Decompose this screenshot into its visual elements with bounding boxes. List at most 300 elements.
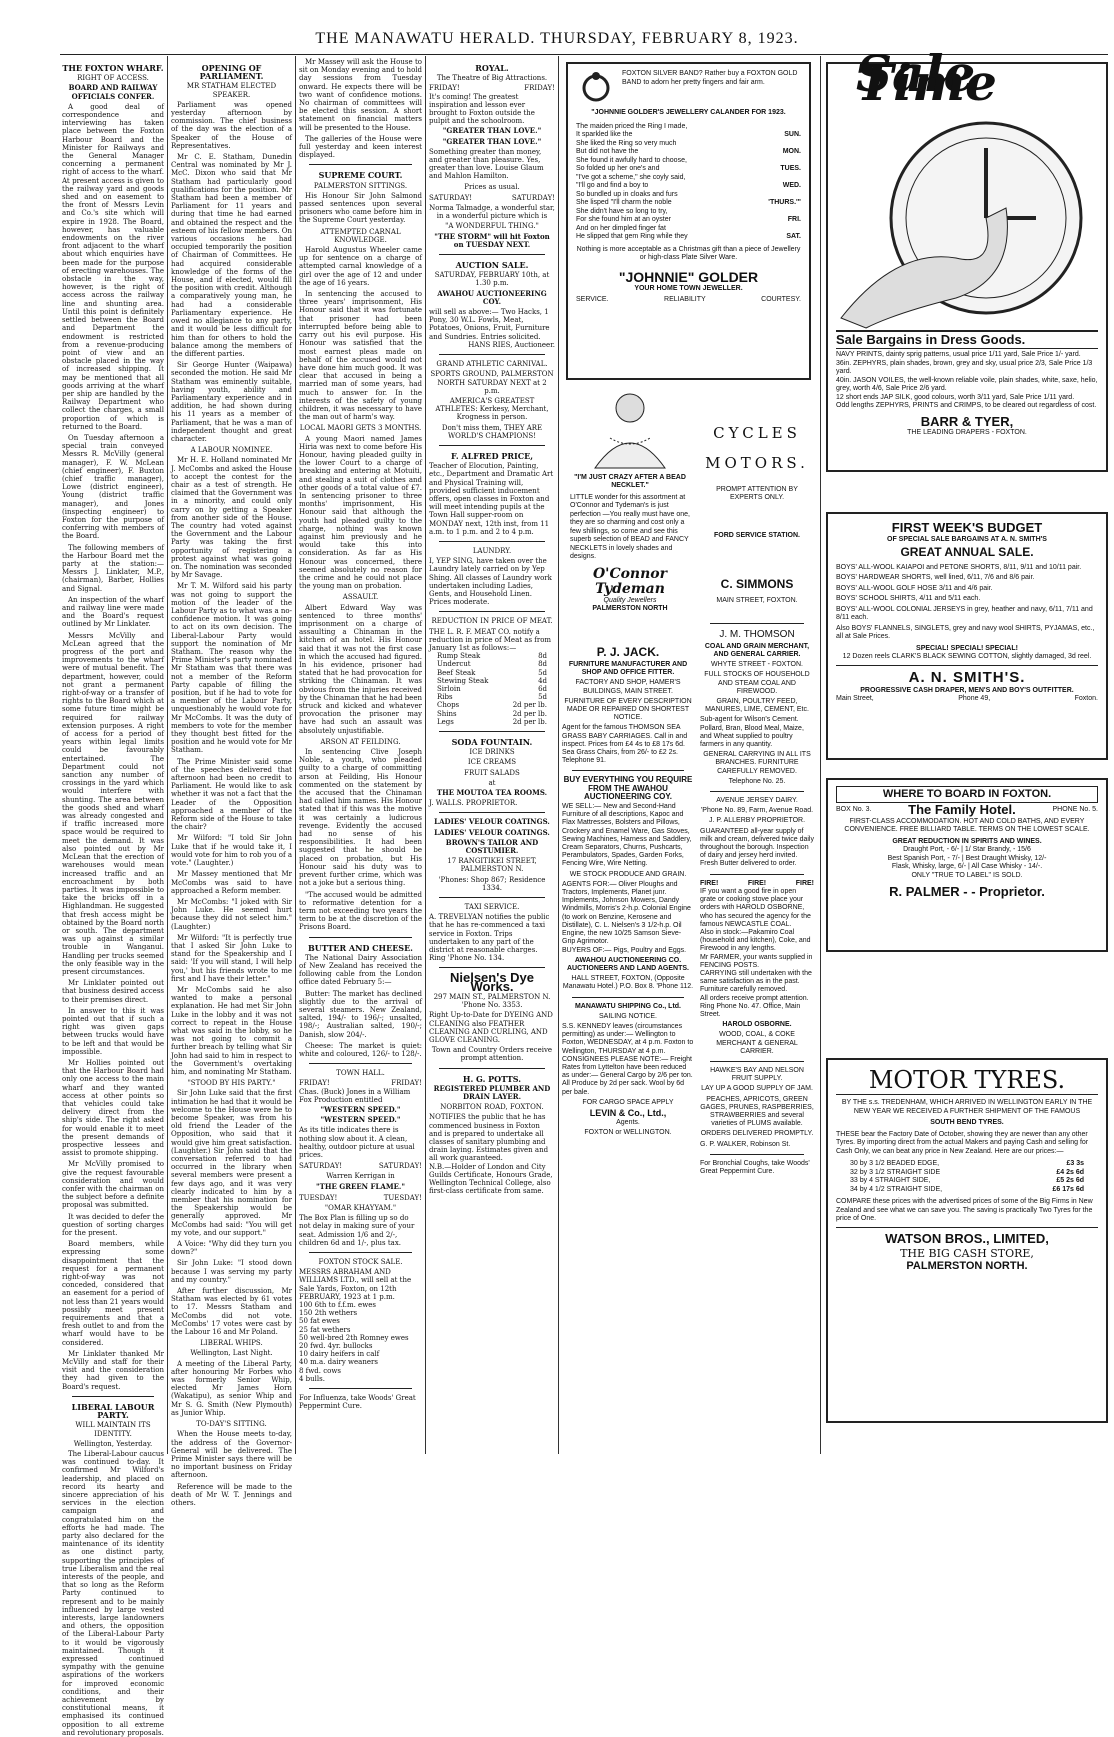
subhead: ATTEMPTED CARNAL KNOWLEDGE. <box>320 227 401 244</box>
ad-text: GRAIN, POULTRY FEED, MANURES, LIME, CEMENT, Etc. <box>705 698 809 714</box>
ad-text: J. WALLS. PROPRIETOR. <box>429 799 518 808</box>
tyre-size: 33 by 4 STRAIGHT SIDE, <box>850 1177 931 1184</box>
divider <box>439 897 545 898</box>
ad-oconnor-tydeman <box>566 384 694 634</box>
ad-text: FOXTON or WELLINGTON. <box>584 1129 672 1137</box>
divider <box>439 611 545 612</box>
ad-text: FURNITURE OF EVERY DESCRIPTION MADE OR REPAIRED ON SHORTEST NOTICE. <box>564 697 692 722</box>
stock-item: 8 fwd. cows <box>299 1366 341 1375</box>
tyre-price: £5 2s 6d <box>1056 1177 1084 1184</box>
ad-text: Phone 49, <box>958 695 991 702</box>
divider <box>439 254 545 255</box>
ad-text: PALMERSTON NORTH. <box>906 1259 1028 1272</box>
ad-text: As its title indicates there is nothing slow about it. A clean, healthy, outdoor picture at usual prices. <box>299 1126 415 1159</box>
golder-title: "JOHNNIE GOLDER'S JEWELLERY CALANDER FOR 1923. <box>591 109 786 116</box>
day-label: SATURDAY! <box>429 193 473 202</box>
paragraph: Mr Wilford: "It is perfectly true that I asked Sir John Luke to stand for the Speakership and I said: 'If you will stand, I will help you,' but his friends wrote to me first and I have their letter." <box>171 933 292 983</box>
ad-text: SOUTH BEND TYRES. <box>930 1119 1004 1126</box>
ad-text: For Bronchial Coughs, take Woods' Great Peppermint Cure. <box>700 1159 810 1175</box>
ad-text: Also in stock:—Pakamiro Coal (household and kitchen), Coke, and Firewood in any lengths. <box>700 928 811 953</box>
column-3 <box>299 58 422 1453</box>
day-label: SATURDAY! <box>299 1162 343 1171</box>
paragraph: The following members of the Harbour Board met the party at the station:—Messrs J. Linklater, M.P., (chairman), Barber, Hollies and Signal. <box>62 543 164 593</box>
subhead: TO-DAY'S SITTING. <box>196 1420 267 1429</box>
ad-headline: Sale Bargains in Dress Goods. <box>836 330 1098 349</box>
ring-icon <box>576 70 616 104</box>
bargain-item: Also BOYS' FLANNELS, SINGLETS, grey and navy wool SHIRTS, PYJAMAS, etc., all at Sale Prices. <box>836 624 1095 640</box>
divider <box>710 874 804 875</box>
meat-row <box>429 685 555 693</box>
meat-price: 8d <box>538 652 547 661</box>
divider <box>309 1063 412 1064</box>
subhead: LOCAL MAORI GETS 3 MONTHS. <box>299 424 422 433</box>
ad-headline: MOTOR TYRES. <box>836 1066 1098 1095</box>
poem-text: She lisped "I'll charm the noble <box>576 199 672 206</box>
fire-row <box>700 880 814 888</box>
ad-text: THE MOUTOA TEA ROOMS. <box>436 788 548 798</box>
divider <box>309 937 412 938</box>
bargain-item: BOYS' ALL-WOOL COLONIAL JERSEYS in grey, heather and navy, 6/11, 7/11 and 8/11 each. <box>836 605 1093 621</box>
meat-price: 8d <box>538 660 547 669</box>
wine-row: Best Spanish Port, - 7/- | Best Draught Whisky, 12/- <box>887 854 1047 862</box>
paragraph: Mr C. E. Statham, Dunedin Central was nominated by Mr J. McC. Dixon who said that Mr Statham had particularly good qualifications for the position. Mr Statham had been a member of Parliament for 11 years and during that time he had earned and obtained the respect and the esteem of his fellow members. On various occasions he had occupied temporarily the position of Chairman of Committees. He had acquired considerable knowledge of the forms of the House, and if elected, would fill the position with credit. Although a comparatively young man, he had had a considerable Parliamentary experience. He owed no allegiance to any party, and it would be less difficult for him than for others to hold the balance among the members of the different parties. <box>171 153 292 358</box>
ad-text: BUYERS OF:— Pigs, Poultry and Eggs. <box>562 946 687 954</box>
ad-text: For Influenza, take Woods' Great Peppermint Cure. <box>299 1394 416 1411</box>
ad-text: THESE bear the Factory Date of October, showing they are newer than any other Tyres. By importing direct from the actual Makers and paying Cash and selling for Cash Only, we can beat any price in New Zealand. Here are our prices:— <box>836 1130 1089 1155</box>
poem-text: The maiden priced the Ring I made, <box>576 122 688 130</box>
paragraph: Board members, while expressing some disappointment that the request for a permanent right-of-way was not conceded, considered that an easement for a period of not less than 21 years would possibly meet present requirements and that a fresh outlet to and from the wharf would have to be considered. <box>62 1240 164 1347</box>
ad-text: YOUR HOME TOWN JEWELLER. <box>634 284 743 292</box>
day-label: FRIDAY! <box>524 84 555 93</box>
ad-barr-tyer-name: BARR & TYER, <box>920 413 1014 429</box>
meat-name: Shins <box>437 709 457 718</box>
ad-text: THE BIG CASH STORE, <box>900 1246 1034 1260</box>
oconnor-logo: O'Connor Tydeman <box>592 565 668 597</box>
subhead: WILL MAINTAIN ITS IDENTITY. <box>75 1421 151 1438</box>
ad-text: S.S. KENNEDY leaves (circumstances permitting) as under:— Wellington to Foxton, WEDNESDAY, at 4 p.m. Foxton to Wellington, THURSDAY at 4 p.m. <box>562 1022 694 1055</box>
divider <box>836 1227 1098 1228</box>
ad-text: COURTESY. <box>761 296 801 303</box>
ad-simmons: C. SIMMONS <box>720 576 794 591</box>
ad-text: FRUIT SALADS <box>464 768 520 777</box>
poem-line <box>576 199 801 208</box>
column-4 <box>429 58 555 1453</box>
meat-row <box>429 652 555 660</box>
ad-thomson: J. M. THOMSON <box>719 628 795 640</box>
ad-headline: "I'M JUST CRAZY AFTER A BEAD NECKLET." <box>574 473 686 489</box>
ad-osborne: HAROLD OSBORNE. <box>722 1021 792 1029</box>
tyre-size: 34 by 4 1/2 STRAIGHT SIDE, <box>850 1185 943 1193</box>
meat-row <box>429 677 555 685</box>
divider <box>439 812 545 813</box>
meat-name: Undercut <box>437 660 471 669</box>
meat-price-list <box>429 652 555 726</box>
paragraph: In answer to this it was pointed out that if such a right was given gaps between trucks would have to be left and that would be impossible. <box>62 1006 164 1056</box>
poem-text: She liked the Ring so very much <box>576 139 677 147</box>
ad-text: WE SELL:— New and Second-Hand Furniture of all descriptions, Kapoc and Flax Mattresses, Bolsters and Pillows, Crockery and Enamel Ware, Gas Stoves, Sewing Machines, Harness and Saddlery, Cream Separators, Churns, Pushcarts, Perambulators, Spades, Garden Forks, Fencing Wire, Wire Netting. <box>562 803 692 868</box>
poem-line <box>576 174 801 183</box>
ad-text: MESSRS ABRAHAM AND WILLIAMS LTD., will sell at the Sale Yards, Foxton, on 12th FEBRUARY, 1923 at 1 p.m. <box>299 1268 412 1301</box>
ad-watson-bros: WATSON BROS., LIMITED, <box>885 1230 1049 1246</box>
hotel-name: The Family Hotel. <box>908 802 1016 817</box>
ad-barr-tyer <box>826 44 1108 472</box>
poem-day: SAT. <box>786 233 801 240</box>
paragraph: Mr Wilford: "I told Sir John Luke that if he would take it, I would vote for him to rob you of a vote." (Laughter.) <box>171 834 292 868</box>
meat-name: Chops <box>437 701 460 710</box>
ad-text: THE LEADING DRAPERS - FOXTON. <box>907 428 1027 436</box>
ad-text: HALL STREET, FOXTON, (Opposite Manawatu Hotel.) P.O. Box 8. 'Phone 112. <box>562 975 694 991</box>
paragraph: Mr Linklater thanked Mr McVilly and staff for their visit and the consideration they had given to the Board's request. <box>62 1349 164 1391</box>
ad-soda-fountain: SODA FOUNTAIN. <box>451 737 533 748</box>
paragraph: Cheese: The market is quiet: white and coloured, 126/- to 128/-. <box>299 1041 422 1058</box>
stock-item: 50 well-bred 2th Romney ewes <box>299 1333 409 1342</box>
ad-text: 'Phone No. 89, Farm, Avenue Road. <box>700 807 814 815</box>
day-label: FRIDAY! <box>429 84 460 93</box>
paragraph: Mr T. M. Wilford said his party was not going to support the motion of the leader of the Labour Party as to what was a no-confidence motion. It was going to act on its own decision. The Liberal-Labour Party would support the nomination of Mr Statham. The reason why the Prime Minister's party nominated Mr Statham was that there was not a member of the Reform Party capable of filling the position, but if he had to vote for a member of the Labour Party, unquestionably he would vote for Mr McCombs. It was the duty of members to vote for the member they thought best fitted for the position and he would vote for Mr Statham. <box>171 582 292 755</box>
ad-nielsens: Nielsen's Dye Works. <box>449 970 535 994</box>
column-6 <box>700 384 814 1454</box>
ad-text: Quality Jewellers <box>603 596 657 604</box>
column-2 <box>171 58 292 1507</box>
poem-line <box>576 216 801 225</box>
headline-butter-cheese: BUTTER AND CHEESE. <box>308 942 413 953</box>
paragraph: Mr H. E. Holland nominated Mr J. McCombs and asked the House to accept the contest for the chair as a test of strength. He claimed that the Government was in a minority, and could only carry on by getting a Speaker from another side of the House. The country had voted against the Government and the Labour Party was taking the first opportunity of registering a protest against what was going on. The nomination was seconded by Mr Savage. <box>171 456 292 580</box>
ad-potts: H. G. POTTS. <box>462 1073 522 1084</box>
bargain-item: BOYS' HARDWEAR SHORTS, well lined, 6/11, 7/6 and 8/6 pair. <box>836 574 1035 581</box>
paragraph: Sir John Luke said that the first intimation he had that it would be welcome to the House were he to become Speaker, was from his old friend the Leader of the Opposition, who said that it would give him great satisfaction. (Laughter.) Sir John said that the conversation referred to had occurred in the library when several members were present a few days ago, and it was very clearly indicated to him by a member that his nomination for the Speakership would be generally approved. Mr McCombs had said: "You will get my vote, and our support." <box>171 1089 292 1237</box>
ad-text: Something greater than money, and greater than pleasure. Yes, greater than love. Louise Glaum and Mahlon Hamilton. <box>429 147 544 181</box>
meat-name: Legs <box>437 717 454 726</box>
column-rule <box>558 56 559 1454</box>
ad-text: AWAHOU AUCTIONEERING CO. AUCTIONEERS AND LAND AGENTS. <box>567 956 689 972</box>
subhead: TAXI SERVICE. <box>464 903 520 912</box>
subhead: PALMERSTON SITTINGS. <box>313 181 408 190</box>
bargain-item: BOYS' SCHOOL SHIRTS, 4/11 and 5/11 each. <box>836 595 981 602</box>
day-row <box>299 1162 422 1170</box>
ad-stock-sale: FOXTON STOCK SALE. <box>318 1258 403 1267</box>
ad-text: FIRST-CLASS ACCOMMODATION. HOT AND COLD BATHS, AND EVERY CONVENIENCE. FREE BILLIARD TABLE. TERMS ON THE LOWEST SCALE. <box>844 817 1090 833</box>
ad-text: All orders receive prompt attention. Ring Phone No. 47. Office, Main Street. <box>700 994 809 1018</box>
stock-item: 100 6th to f.f.m. ewes <box>299 1301 376 1310</box>
ad-fruit-supply: HAWKE'S BAY AND NELSON FRUIT SUPPLY. <box>710 1066 804 1083</box>
subhead: BOARD AND RAILWAY OFFICIALS CONFER. <box>68 83 158 101</box>
ad-text: NAVY PRINTS, dainty sprig patterns, usual price 1/11 yard, Sale Price 1/- yard. <box>836 351 1081 358</box>
ad-text: ICE CREAMS <box>467 758 517 767</box>
headline-liberal-labour: LIBERAL LABOUR PARTY. <box>71 1401 155 1421</box>
headline-supreme-court: SUPREME COURT. <box>318 170 403 181</box>
column-1 <box>62 58 164 1737</box>
poem-line <box>576 123 801 132</box>
ad-text: Norma Talmadge, a wonderful star, in a wonderful picture which is <box>429 204 555 221</box>
ad-text: Telephone No. 25. <box>728 777 786 785</box>
divider <box>439 541 545 542</box>
ad-text: NOTIFIES the public that he has commenced business in Foxton and is prepared to undertake all classes of sanitary plumbing and drain laying. Estimates given and all work guaranteed. <box>429 1113 549 1163</box>
headline-foxton-wharf: THE FOXTON WHARF. <box>62 63 164 73</box>
divider <box>72 1396 154 1397</box>
ad-text: BOX No. 3. <box>836 806 872 813</box>
ad-text: LADIES' VELOUR COATINGS. <box>434 827 550 837</box>
subhead: GRAND ATHLETIC CARNIVAL. <box>436 360 548 369</box>
poem-day: TUES. <box>780 165 801 172</box>
tyre-row <box>850 1186 1084 1195</box>
poem-day: FRI. <box>787 216 801 223</box>
ad-text: Main Street, <box>836 695 874 702</box>
headline-parliament: OPENING OF PARLIAMENT. <box>199 63 264 82</box>
day-row <box>299 1194 422 1202</box>
paragraph: It was decided to defer the question of sorting charges for the present. <box>62 1212 164 1238</box>
ad-text: PHONE No. 5. <box>1052 806 1098 813</box>
ad-text: FIRE! <box>747 879 767 887</box>
ad-text: HANS RIES, Auctioneer. <box>468 340 555 349</box>
stock-item: 40 m.a. dairy weaners <box>299 1358 378 1367</box>
ad-text: 12 short ends JAP SILK, good colours, worth 3/11 yard, Sale Price 1/11 yard. <box>836 393 1075 401</box>
tyre-price-list <box>850 1160 1084 1194</box>
ad-text: Sub-agent for Wilson's Cement. Pollard, Bran, Blood Meal, Maize, and Wheat supplied to poultry farmers in any quantity. <box>700 716 804 749</box>
column-5-lower <box>562 640 694 1450</box>
ad-text: LITTLE wonder for this assortment at O'Connor and Tydeman's is just perfection —You really must have one, they are so charming and cost only a few shillings, so come and see this superb selection of BEAD and FANCY NECKLETS in lovely shades and designs. <box>570 493 690 560</box>
ad-text: Don't miss them, THEY ARE WORLD'S CHAMPIONS! <box>441 423 543 440</box>
ad-text: "THE STORM" will hit Foxton on TUESDAY NEXT. <box>434 231 550 249</box>
ad-text: GENERAL CARRYING IN ALL ITS BRANCHES. FURNITURE CAREFULLY REMOVED. <box>703 751 811 775</box>
ad-text: THE L. R. F. MEAT CO. notify a reduction in price of Meat as from January 1st as follows:— <box>429 627 552 652</box>
ad-text: PEACHES, APRICOTS, GREEN GAGES, PRUNES, RASPBERRIES, STRAWBERRIES and several varieties of PLUMS available. <box>700 1095 814 1128</box>
poem-line <box>576 131 801 140</box>
column-rule <box>820 56 821 1454</box>
paragraph: A young Maori named James Hiria was next to come before His Honour, having pleaded guilty in the lower Court to a charge of breaking and entering at Motuiti, and stealing a suit of clothes and other goods of a total value of £7. In sentencing prisoner to three months' imprisonment, His Honour said that although the youth had pleaded guilty to the charge, nothing was known against him previously and he would take this into consideration. As far as His Honour was concerned, there seemed absolutely no reason for the crime and he could not place the young man on probation. <box>299 434 422 591</box>
bargain-item: BOYS' ALL-WOOL KAIAPOI and PETONE SHORTS, 8/11, 9/11 and 10/11 pair. <box>836 563 1082 571</box>
lady-illustration <box>570 388 688 470</box>
paragraph: Albert Edward Way was sentenced to three months' imprisonment on a charge of assaulting a Chinaman in the kitchen of an hotel. His Honour said that it was not the first case in which the accused had figured. In his evidence, prisoner had stated that he had provocation for striking the Chinaman. It was obvious from the injuries received by the Chinaman that he had been struck and kicked and whatever provocation the prisoner may have had such an assault was absolutely unjustifiable. <box>299 603 422 735</box>
ad-text: Prices as usual. <box>464 182 520 191</box>
meat-name: Beef Steak <box>437 668 476 677</box>
wine-row: Draught Port, - 6/- | 1/ Star Brandy, - 15/6 <box>903 846 1031 853</box>
meat-row <box>429 693 555 701</box>
paragraph: A Voice: "Why did they turn you down?" <box>171 1240 292 1257</box>
ad-headline: FIRST WEEK'S BUDGET <box>891 520 1043 535</box>
ad-text: 36in. ZEPHYRS, plain shades, brown, grey and sky, usual price 2/3, Sale Price 1/3 yard. <box>836 359 1093 375</box>
paragraph: Mr McVilly promised to give the request favourable consideration and would confer with the chairman on the subject before a definite proposal was submitted. <box>62 1160 164 1210</box>
divider <box>710 791 804 792</box>
ad-text: Town and Country Orders receive prompt attention. <box>431 1046 553 1063</box>
film-title: "OMAR KHAYYAM." <box>324 1204 397 1212</box>
paragraph: The National Dairy Association of New Zealand has received the following cable from the London office dated February 5:— <box>299 953 422 987</box>
day-label: SATURDAY! <box>511 193 555 202</box>
ad-text: 17 RANGITIKEI STREET, PALMERSTON N. <box>447 857 537 874</box>
paragraph: His Honour Sir John Salmond passed sentences upon several prisoners who came before him in the Supreme Court yesterday. <box>299 191 422 225</box>
divider <box>710 623 804 624</box>
ad-text: 'Phones: Shop 867; Residence 1334. <box>438 875 546 892</box>
ad-text: RELIABILITY <box>664 296 706 303</box>
divider <box>439 967 545 968</box>
divider <box>439 354 545 355</box>
subhead: LIBERAL WHIPS. <box>200 1339 263 1348</box>
ad-text: Teacher of Elocution, Painting, etc., Department and Dramatic Art and Physical Training will, provided sufficient inducement offers, open classes in Foxton and will meet intending pupils at the Town Hall supper-room on MONDAY next, 12th inst, from 11 a.m. to 1 p.m. and 2 to 4 p.m. <box>429 462 554 536</box>
film-title: "WESTERN SPEED." <box>320 1104 401 1114</box>
poem-day: SUN. <box>784 131 801 138</box>
paragraph: After further discussion, Mr Statham was elected by 61 votes to 17. Messrs Statham and McCombs did not vote. McCombs' 17 votes were cast by the Labour 16 and Mr Poland. <box>171 1287 292 1337</box>
tyre-row <box>850 1169 1084 1178</box>
divider <box>439 1068 545 1069</box>
address-row <box>836 695 1098 704</box>
day-row <box>429 194 555 202</box>
paragraph: Reference will be made to the death of Mr W. T. Jennings and others. <box>171 1482 292 1507</box>
ad-text: J. P. ALLERBY PROPRIETOR. <box>708 817 806 825</box>
ad-text: GREAT REDUCTION IN SPIRITS AND WINES. <box>892 837 1042 845</box>
ad-text: REGISTERED PLUMBER AND DRAIN LAYER. <box>433 1083 551 1101</box>
meat-row <box>429 701 555 709</box>
ad-price: F. ALFRED PRICE, <box>450 450 534 461</box>
paragraph: A good deal of correspondence and interviewing has taken place between the Foxton Harbour Board and the Minister for Railways and the General Manager concerning a permanent right of access to the wharf. At present access is given to the railway yard and goods shed and on easement to the front of Messrs Levin and Co.'s site which will expire in 1928. The Board, however, has valuable endowments on the river front adjacent to the wharf about which enquiries have been made for the purpose of erecting warehouses. The obstacle in the way, however, is the right of access across the railway line and shunting area. Until this point is definitely settled between the Board and Department the endowment is restricted from a revenue-producing point of view and an obstacle placed in the way of increased shipping. It may be mentioned that all goods arriving at the wharf per ship are handled by the Railway Department who collect the charges, a small proportion of which is returned to the Board. <box>62 102 164 431</box>
ad-text: G. P. WALKER, Robinson St. <box>700 1140 791 1148</box>
film-title: "GREATER THAN LOVE." <box>442 136 542 146</box>
tyre-size: 32 by 3 1/2 STRAIGHT SIDE <box>850 1168 941 1176</box>
day-label: TUESDAY! <box>383 1193 422 1202</box>
ad-text: Right Up-to-Date for DYEING AND CLEANING also FEATHER CLEANING AND CURLING, AND GLOVE CLEANING. <box>429 1011 553 1044</box>
paragraph: A meeting of the Liberal Party, after honouring Mr Forbes who was formerly Senior Whip, elected Mr James Horn (Wakatipu), as senior Whip and Mr S. G. Smith (New Plymouth) as Junior Whip. <box>171 1359 292 1417</box>
paragraph: Parliament was opened yesterday afternoon by commission. The chief business of the day was the election of a Speaker of the House of Representatives. <box>171 100 292 150</box>
ad-text: LADIES' VELOUR COATINGS. <box>434 817 550 827</box>
ad-text: 297 MAIN ST., PALMERSTON N. 'Phone No. 3353. <box>433 992 551 1010</box>
ad-text: 40in. JASON VOILES, the well-known reliable voile, plain shades, white, saxe, helio, grey, worth 4/6, Sale Price 2/6 yard. <box>836 376 1098 392</box>
divider <box>836 665 1098 666</box>
stock-item: 20 fwd. 4yr. bullocks <box>299 1342 373 1351</box>
paragraph: Mr Massey will ask the House to sit on Monday evening and to hold day sessions from Tuesday onward. He expects there will be two want of confidence motions. No chairman of committees will be elected this session. A short statement on financial matters will be presented to the House. <box>299 58 422 132</box>
ad-text: PROMPT ATTENTION BY EXPERTS ONLY. <box>716 486 798 502</box>
poem-text: It sparkled like the <box>576 131 633 138</box>
film-title: "GREATER THAN LOVE." <box>442 126 542 136</box>
sale-time-illustration <box>836 44 1098 328</box>
paragraph: Messrs McVilly and McLean agreed that the progress of the port and improvements to the wharf were of mutual benefit. The department, however, could not grant a permanent right-of-way or a transfer of rights to the Board which at some future time might be required for railway extension purposes. A right of access for a period of years within legal limits could be favourably entertained. The Department could not sanction any number of crossings in the yard which would interfere with shunting. The area between the goods shed and wharf was already congested and if traffic increased more space would be required to meet the demand. It was also pointed out by Mr McLean that the erection of warehouses would mean increased traffic and an encroachment by both parties. It was impossible to take the bricks off in a Highlandman. He suggested that fresh access might be obtained by the Board north or south. The department was up against a similar trouble in Wanganui. Handling per trucks seemed the only feasible way in the present circumstances. <box>62 631 164 976</box>
poem-text: And on her dimpled finger fat <box>576 224 666 232</box>
film-title: "THE GREEN FLAME." <box>315 1181 406 1191</box>
ad-text: SPECIAL! SPECIAL! SPECIAL! <box>916 644 1018 652</box>
ad-cycles: CYCLES <box>713 424 801 442</box>
meat-row <box>429 669 555 677</box>
paragraph: An inspection of the wharf and railway line were made and the Board's request outlined by Mr Linklater. <box>62 595 164 629</box>
divider <box>309 1252 412 1253</box>
ad-motor-tyres <box>826 1058 1108 1423</box>
divider <box>572 997 684 998</box>
divider <box>439 731 545 732</box>
ad-avenue-jersey-dairy: AVENUE JERSEY DAIRY. <box>716 797 798 805</box>
ad-browns: BROWN'S TAILOR AND COSTUMIER. <box>445 837 539 856</box>
golder-name: "JOHNNIE" GOLDER <box>618 268 759 285</box>
tyre-price: £4 2s 6d <box>1056 1168 1084 1176</box>
masthead: THE MANAWATU HERALD. THURSDAY, FEBRUARY 8, 1923. <box>315 30 799 47</box>
column-rule <box>425 56 426 1454</box>
day-label: SATURDAY! <box>378 1162 422 1171</box>
ad-text: SPORTS GROUND, PALMERSTON NORTH SATURDAY NEXT at 2 p.m. <box>430 370 554 395</box>
subhead: The Theatre of Big Attractions. <box>436 74 548 83</box>
hotel-row <box>836 802 1098 817</box>
ad-text: 12 Dozen reels CLARK'S BLACK SEWING COTTON, slightly damaged, 3d reel. <box>842 653 1092 660</box>
poem-line <box>576 233 801 242</box>
golder-intro <box>576 70 801 104</box>
ad-text: I, YEP SING, have taken over the Laundry lately carried on by Yep Shing. All classes of Laundry work undertaken including Ladies, Gents, and Household Linen. Prices moderate. <box>429 557 552 607</box>
dateline: Wellington, Last Night. <box>190 1349 273 1358</box>
meat-price: 2d per lb. <box>512 709 547 718</box>
subhead: RIGHT OF ACCESS. <box>77 74 149 83</box>
film-title: "WESTERN SPEED." <box>320 1115 401 1125</box>
poem-text: So folded up her one's and <box>576 165 660 172</box>
ad-text: AMERICA'S GREATEST ATHLETES: Kerkesy, Merchant, Krogness in person. <box>435 396 549 422</box>
paragraph: "The accused would be admitted to reformative detention for a term not exceeding two years the term to be at the discretion of the Prisons Board. <box>299 890 422 932</box>
ad-text: FIRE! <box>700 879 719 887</box>
poem-line <box>576 191 801 200</box>
poem-text: She didn't have so long to try, <box>576 207 668 215</box>
poem-text: "I'll go and find a boy to <box>576 182 649 189</box>
wine-row: Flask, Whisky, large, 6/- | All Case Whisky - 14/-. <box>891 863 1043 870</box>
tyre-row <box>850 1160 1084 1169</box>
ad-text: FOXTON SILVER BAND? Rather buy a FOXTON GOLD BAND to adorn her pretty fingers and fair arm. <box>622 70 798 86</box>
ad-royal: ROYAL. <box>475 63 509 73</box>
ad-text: COMPARE these prices with the advertised prices of some of the Big Firms in New Zealand and see what we can save you. The saving is practically Two Tyres for the price of One. <box>836 1198 1093 1222</box>
stock-item: 10 dairy heifers in calf <box>299 1350 380 1359</box>
paragraph: The Liberal-Labour caucus was continued to-day. It confirmed Mr Wilford's leadership, and placed on record its hearty and sincere appreciation of his services in the election campaign and congratulated him on the efforts he had made. The party also declared for the maintenance of its identity as one distinct party, supporting the principles of true Liberalism and the real interests of the people, and that so long as the Reform Party continued to represent and to be mainly influenced by large vested interests, large landowners and others, the opposition of the Liberal-Labour Party to it would be vigorously maintained. Though it expressed continued sympathy with the genuine aspirations of the workers for improved economic conditions, and their achievement by constitutional means, it emphasised its continued opposition to all extreme and revolutionary proposals. <box>62 1449 164 1737</box>
subhead: AWAHOU AUCTIONEERING COY. <box>437 288 547 306</box>
subhead: A LABOUR NOMINEE. <box>190 446 273 455</box>
ad-text: NORBITON ROAD, FOXTON. <box>440 1103 544 1112</box>
meat-name: Ribs <box>437 693 453 702</box>
ad-text: WOOD, COAL, & COKE MERCHANT & GENERAL CARRIER. <box>716 1031 798 1055</box>
divider <box>572 770 684 771</box>
ad-text: at <box>488 778 496 787</box>
ad-text: GUARANTEED all-year supply of milk and cream, delivered twice daily throughout the borough. Inspection of dairy and jersey herd invited. Fresh Butter delivered to order. <box>700 827 814 868</box>
bargain-item: BOYS' ALL-WOOL GOLF HOSE 3/11 and 4/6 pair. <box>836 584 993 592</box>
ad-an-smith-name: A. N. SMITH'S. <box>908 668 1026 686</box>
subhead: ASSAULT. <box>342 593 379 602</box>
poem-day: 'THURS.'" <box>768 199 801 206</box>
ad-text: will sell as above:— Two Hacks, 1 Pony, 30 W.L. Fowls, Meat, Potatoes, Onions, Fruit, Furniture and Sundries. Entries solicited. <box>429 308 550 341</box>
poem-line <box>576 157 801 166</box>
ad-text: Odd lengths ZEPHYRS, PRINTS and CRIMPS, to be cleared out regardless of cost. <box>836 402 1097 409</box>
ad-text: WHYTE STREET - FOXTON. <box>711 661 803 669</box>
day-label: TUESDAY! <box>299 1193 338 1202</box>
ad-text: FOR CARGO SPACE APPLY <box>582 1098 674 1106</box>
paragraph: On Tuesday afternoon a special train conveyed Messrs R. McVilly (general manager), F. W. McLean (chief engineer), F. Buxton (chief traffic manager), Lowe (district engineer), Young (district traffic manager), and Jones (inspecting engineer) to Foxton for the purpose of conferring with members of the Board. <box>62 433 164 541</box>
poem-text: So bundled up in cloaks and furs <box>576 190 678 198</box>
ad-text: FULL STOCKS OF HOUSEHOLD AND STEAM COAL AND FIREWOOD. <box>704 671 810 695</box>
bargain-list <box>836 564 1098 642</box>
ad-text: Chas. (Buck) Jones in a William Fox Production entitled <box>299 1087 411 1104</box>
ad-text: FURNITURE MANUFACTURER AND SHOP AND OFFICE FITTER. <box>568 661 688 677</box>
poem-line <box>576 182 801 191</box>
meat-price: 4d <box>538 676 547 685</box>
meat-name: Stewing Steak <box>437 676 489 685</box>
ad-auction-sale: AUCTION SALE. <box>455 260 529 271</box>
ad-text: Agent for the famous THOMSON SEA GRASS BABY CARRIAGES. Call in and inspect. Prices from £4 4s to £8 17s 6d. Sea Grass Chairs, from 26/- to £2 2s. Telephone 91. <box>562 724 688 765</box>
golder-values <box>576 296 801 305</box>
poem-text: She found it awfully hard to choose, <box>576 156 687 164</box>
ad-text: It's coming! The greatest inspiration and lesson ever brought to Foxton outside the pulpit and the schoolroom. <box>429 92 535 126</box>
divider <box>710 1154 804 1155</box>
ad-golder-jewellery <box>566 62 811 380</box>
ad-text: COAL AND GRAIN MERCHANT, AND GENERAL CARRIER. <box>704 642 810 659</box>
day-row <box>429 84 555 92</box>
poem-text: "I've got a scheme," she coyly said, <box>576 173 686 181</box>
divider <box>439 445 545 446</box>
ad-text: Warren Kerrigan in <box>326 1172 395 1181</box>
ad-text: LEVIN & Co., Ltd., <box>589 1107 667 1118</box>
subhead: LAUNDRY. <box>472 546 512 555</box>
paragraph: Mr McCombs said he also wanted to make a personal explanation. He had met Sir John Luke in the lobby and it was not correct to repeat in the House what was said in the lobby, so he was not going to commit a further breach by telling what Sir John had said to him in respect to the Government's overtaking him, and nominating Mr Statham. <box>171 985 292 1076</box>
divider <box>710 1061 804 1062</box>
paragraph: In sentencing the accused to three years' imprisonment, His Honour said that it was fortunate that prisoner had been interrupted before being able to carry out his evil purpose. His Honour was satisfied that the most earnest pleas made on behalf of the accused would not have done him much good. It was clear that accused in being a married man of some years, had much to answer for. In the interests of the safety of young children, it was necessary to have the man out of harm's way. <box>299 290 422 422</box>
ad-text: FIRE! <box>795 879 814 887</box>
ad-text: FACTORY AND SHOP, HAMER'S BUILDINGS, MAIN STREET. <box>575 679 681 695</box>
ad-town-hall: TOWN HALL. <box>336 1069 385 1078</box>
ad-text: CONSIGNEES PLEASE NOTE:— Freight Rates from Lyttelton have been reduced as under:— General Cargo by 2/6 per ton. All Produce by 2d per sack. Wool by 6d per bale. <box>562 1055 693 1096</box>
